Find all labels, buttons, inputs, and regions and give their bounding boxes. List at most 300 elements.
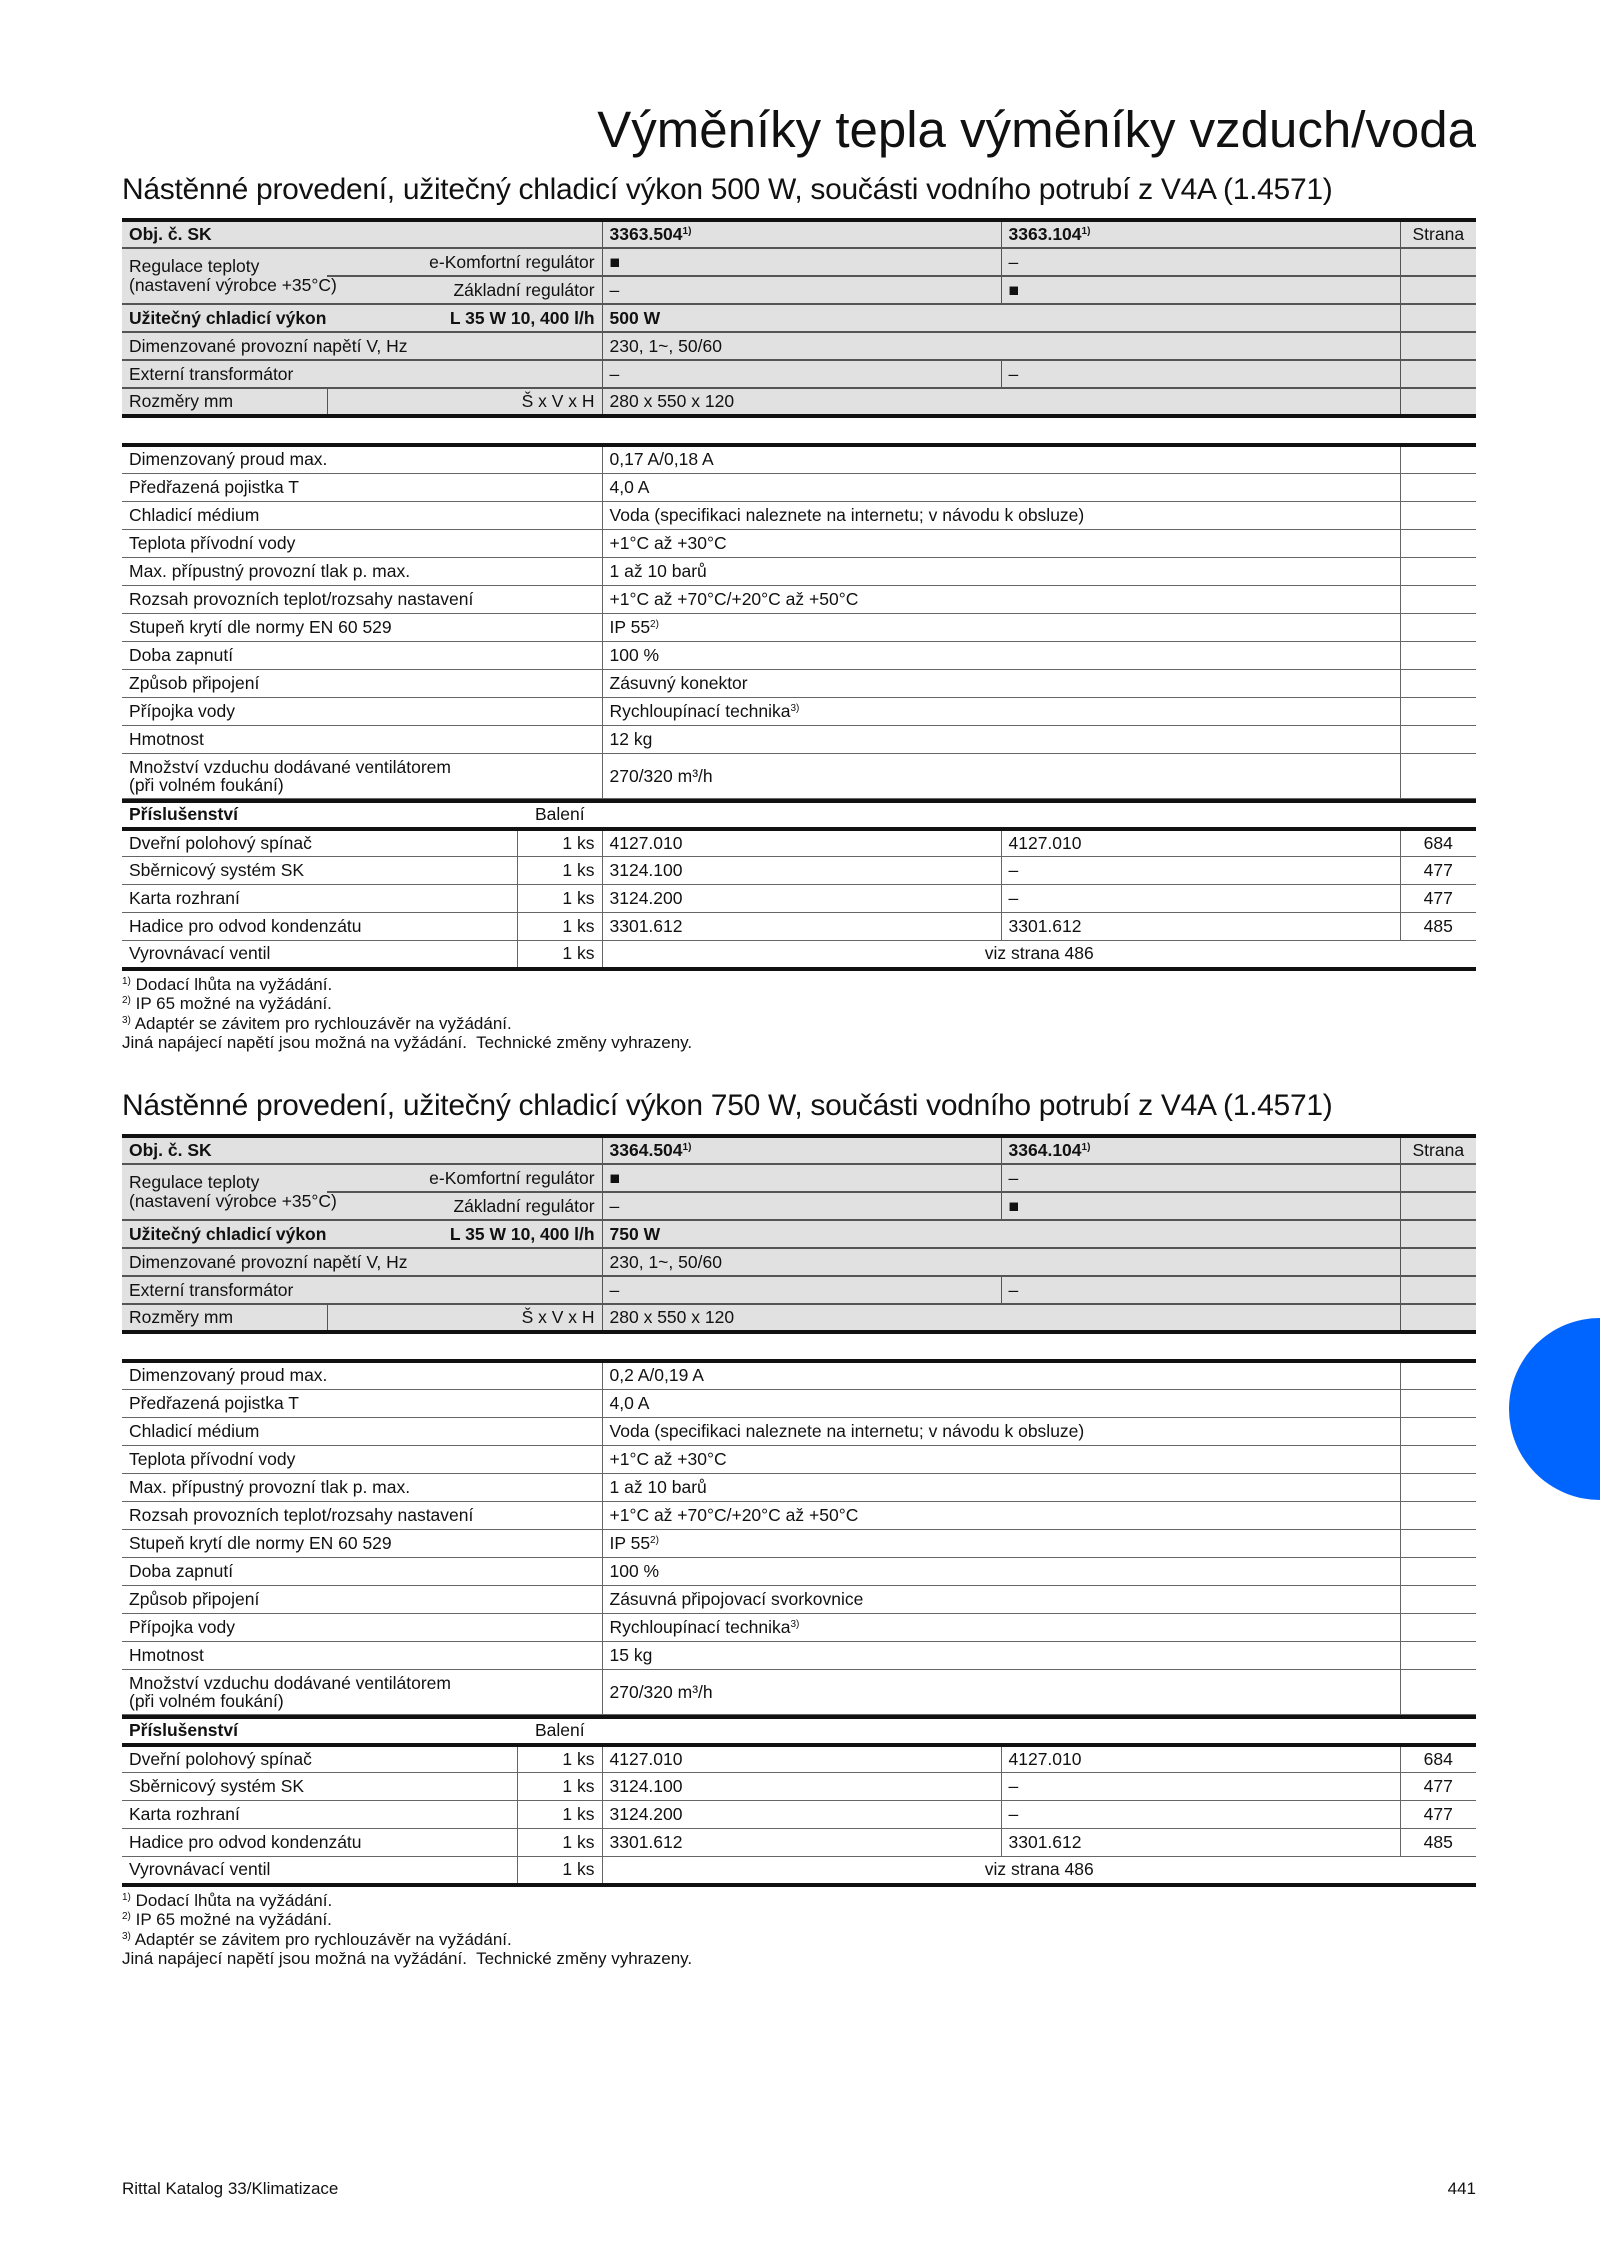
- acc-part: 3301.612: [1008, 916, 1082, 936]
- strana-cell: [1400, 557, 1476, 585]
- footnote-ref: 1): [1081, 1142, 1091, 1153]
- spec-row: [122, 1613, 1476, 1641]
- main-spec-table: [122, 1134, 1476, 1334]
- spec-label: Doba zapnutí: [129, 1560, 234, 1581]
- cooling-output-row: [122, 304, 1476, 332]
- strana-cell: [1400, 360, 1476, 388]
- acc-page: [1400, 1801, 1476, 1829]
- acc-qty: [517, 1801, 602, 1829]
- acc-part: –: [1008, 860, 1019, 880]
- acc-name: [122, 857, 517, 885]
- strana-cell: [1400, 1613, 1476, 1641]
- value: [1001, 360, 1400, 388]
- spec-label: [122, 1389, 602, 1417]
- cool-label: Užitečný chladicí výkon: [129, 307, 327, 328]
- dim-axes: Š x V x H: [521, 1307, 595, 1327]
- model-number: 3363.504: [609, 224, 683, 244]
- acc-name: Hadice pro odvod kondenzátu: [129, 1832, 362, 1852]
- spec-label: Přípojka vody: [129, 700, 236, 721]
- acc-page: 477: [1423, 860, 1453, 880]
- strana-cell: [1400, 1473, 1476, 1501]
- footnote-text: IP 65 možné na vyžádání.: [135, 994, 332, 1013]
- strana-cell: [1400, 1641, 1476, 1669]
- acc-part-2: [1001, 857, 1400, 885]
- accessories-table: [122, 799, 1476, 971]
- acc-qty: [517, 913, 602, 941]
- value: [602, 1164, 1001, 1192]
- spec-row: [122, 1669, 1476, 1714]
- spec-label: [122, 473, 602, 501]
- spec-label: [122, 1473, 602, 1501]
- value: [602, 276, 1001, 304]
- spec-label: Způsob připojení: [129, 672, 260, 693]
- obj-label-cell: [122, 220, 602, 248]
- dim-axes: [327, 1304, 602, 1332]
- value: [602, 1192, 1001, 1220]
- footnote: [122, 1930, 1476, 1950]
- cool-cond: L 35 W 10, 400 l/h: [449, 1223, 595, 1244]
- acc-qty: 1 ks: [562, 888, 595, 908]
- note: Jiná napájecí napětí jsou možná na vyžádání. Technické změny vyhrazeny.: [122, 1033, 693, 1052]
- volt-value: [602, 332, 1400, 360]
- cool-label: [122, 1220, 402, 1248]
- regulation-label: [122, 248, 337, 304]
- acc-qty: 1 ks: [562, 860, 595, 880]
- acc-page: [1400, 1829, 1476, 1857]
- transformer-row: [122, 1276, 1476, 1304]
- strana-cell: [1400, 501, 1476, 529]
- spec-value: +1°C až +30°C: [609, 532, 727, 553]
- acc-part-1: [602, 1829, 1001, 1857]
- acc-part-2: [1001, 913, 1400, 941]
- spec-value: 270/320 m³/h: [609, 1681, 713, 1702]
- value: ■: [1008, 1195, 1020, 1216]
- acc-header: Příslušenství: [129, 1720, 238, 1740]
- spec-label: [122, 725, 602, 753]
- model-number: 3364.504: [609, 1140, 683, 1160]
- acc-part: –: [1008, 888, 1019, 908]
- strana-header: [1400, 220, 1476, 248]
- cool-value: [602, 1220, 1400, 1248]
- footnote-mark: 1): [122, 1891, 131, 1903]
- acc-qty: 1 ks: [562, 916, 595, 936]
- acc-qty: 1 ks: [562, 1832, 595, 1852]
- footnote: [122, 1014, 1476, 1034]
- accessory-row: [122, 913, 1476, 941]
- spec-value: IP 55: [609, 1532, 651, 1553]
- spec-label: Max. přípustný provozní tlak p. max.: [129, 1476, 411, 1497]
- strana-cell: [1400, 1501, 1476, 1529]
- strana-cell: [1400, 1192, 1476, 1220]
- regulation-row-1: [122, 1164, 1476, 1192]
- acc-page: 485: [1423, 1832, 1453, 1852]
- spec-label: Chladicí médium: [129, 504, 260, 525]
- acc-name: [122, 1829, 517, 1857]
- acc-header: [122, 801, 517, 829]
- acc-qty: 1 ks: [562, 1748, 595, 1769]
- acc-part: –: [1008, 1804, 1019, 1824]
- acc-name: Dveřní polohový spínač: [129, 1748, 312, 1769]
- acc-part-2: [1001, 885, 1400, 913]
- spec-label: Předřazená pojistka T: [129, 1392, 299, 1413]
- value: [1001, 276, 1400, 304]
- spec-value: 0,17 A/0,18 A: [609, 449, 714, 470]
- footnotes: [122, 1891, 1476, 1969]
- cool-cond: [402, 1220, 602, 1248]
- accessory-row: [122, 1773, 1476, 1801]
- chapter-tab-marker[interactable]: [1509, 1318, 1600, 1500]
- accessory-row: [122, 829, 1476, 857]
- spec-value: 12 kg: [609, 728, 653, 749]
- acc-qty: [517, 857, 602, 885]
- strana-cell: [1400, 613, 1476, 641]
- footnote-text: Adaptér se závitem pro rychlouzávěr na vyžádání.: [134, 1013, 512, 1033]
- strana-cell: [1400, 1361, 1476, 1389]
- footnote-mark: 2): [122, 995, 131, 1006]
- accessories-header: [122, 1717, 1476, 1745]
- dim-label: [122, 388, 327, 416]
- regulation-label: [122, 1164, 337, 1220]
- ext-label: [122, 360, 602, 388]
- footnote-mark: 1): [122, 975, 131, 987]
- spec-value: Rychloupínací technika: [609, 1616, 791, 1637]
- spec-value: [602, 1669, 1400, 1714]
- volt-label: [122, 1248, 602, 1276]
- acc-qty: 1 ks: [562, 1776, 595, 1796]
- reg-option-1: [327, 248, 602, 276]
- spec-value: [602, 1501, 1400, 1529]
- acc-qty: [517, 1745, 602, 1773]
- strana-cell: [1400, 1445, 1476, 1473]
- spec-value: [602, 1473, 1400, 1501]
- accessories-table: [122, 1715, 1476, 1887]
- cool-cond: [402, 304, 602, 332]
- spec-label: [122, 669, 602, 697]
- acc-part: 3124.200: [609, 1804, 683, 1824]
- acc-part: 3124.200: [609, 888, 683, 908]
- spec-label: [122, 613, 602, 641]
- value: [1001, 1192, 1400, 1220]
- voltage-row: [122, 332, 1476, 360]
- footnote-text: Adaptér se závitem pro rychlouzávěr na vyžádání.: [134, 1929, 512, 1949]
- spec-value: [602, 473, 1400, 501]
- acc-name: [122, 1745, 517, 1773]
- spec-row: [122, 1361, 1476, 1389]
- strana-label: Strana: [1412, 224, 1465, 244]
- acc-qty: [517, 941, 602, 969]
- accessory-row: [122, 857, 1476, 885]
- regulation-row-1: [122, 248, 1476, 276]
- product-section-750w: [122, 1084, 1476, 1969]
- dim-label: Rozměry mm: [129, 391, 234, 411]
- spec-label: Hmotnost: [129, 728, 204, 749]
- footnote-text: Dodací lhůta na vyžádání.: [135, 1890, 333, 1910]
- spec-value: 4,0 A: [609, 476, 650, 497]
- acc-header: [122, 1717, 517, 1745]
- spec-value: Voda (specifikaci naleznete na internetu; v návodu k obsluze): [609, 504, 1085, 525]
- volt-value: [602, 1248, 1400, 1276]
- spec-label: Dimenzovaný proud max.: [129, 449, 328, 470]
- footnote: [122, 994, 1476, 1014]
- spec-label-2: (při volném foukání): [129, 774, 284, 795]
- value: –: [609, 279, 620, 300]
- acc-part: 4127.010: [609, 832, 683, 853]
- spec-label: Teplota přívodní vody: [129, 1448, 296, 1469]
- strana-label: Strana: [1412, 1140, 1465, 1160]
- spec-value: 1 až 10 barů: [609, 1476, 707, 1497]
- spec-value: Zásuvný konektor: [609, 672, 748, 693]
- spec-label: [122, 445, 602, 473]
- value: –: [1008, 251, 1019, 272]
- spec-value: [602, 557, 1400, 585]
- spec-label: [122, 585, 602, 613]
- dim-axes: [327, 388, 602, 416]
- acc-page: [1400, 1745, 1476, 1773]
- acc-part-2: [1001, 829, 1400, 857]
- pack-header: [517, 801, 1476, 829]
- spec-label: [122, 1361, 602, 1389]
- value: ■: [609, 251, 621, 272]
- acc-qty: [517, 1829, 602, 1857]
- acc-qty: 1 ks: [562, 1804, 595, 1824]
- strana-cell: [1400, 669, 1476, 697]
- spec-label: Max. přípustný provozní tlak p. max.: [129, 560, 411, 581]
- acc-part-2: [1001, 1745, 1400, 1773]
- spec-label: [122, 753, 602, 798]
- acc-part: 3301.612: [609, 916, 683, 936]
- footnote-mark: 3): [122, 1930, 131, 1942]
- acc-page: 684: [1423, 832, 1453, 853]
- acc-part: 3124.100: [609, 860, 683, 880]
- spec-row: [122, 725, 1476, 753]
- accessory-row: [122, 1857, 1476, 1885]
- footnote-ref: 2): [650, 618, 659, 630]
- acc-qty: [517, 1857, 602, 1885]
- acc-part: 4127.010: [1008, 832, 1082, 853]
- spec-row: [122, 697, 1476, 725]
- pack-header: [517, 1717, 1476, 1745]
- strana-cell: [1400, 1220, 1476, 1248]
- acc-name: Hadice pro odvod kondenzátu: [129, 916, 362, 936]
- spec-label: Rozsah provozních teplot/rozsahy nastavení: [129, 588, 474, 609]
- reg-option: e-Komfortní regulátor: [429, 1167, 595, 1188]
- acc-part-1: [602, 885, 1001, 913]
- strana-cell: [1400, 1585, 1476, 1613]
- spec-value: [602, 669, 1400, 697]
- spec-value: [602, 613, 1400, 641]
- value: [602, 360, 1001, 388]
- spec-label: Hmotnost: [129, 1644, 204, 1665]
- dim-label: [122, 1304, 327, 1332]
- footnote-mark: 3): [122, 1014, 131, 1026]
- reg-label-2: (nastavení výrobce +35°C): [129, 275, 337, 295]
- acc-part-1: [602, 1801, 1001, 1829]
- acc-see-page: viz strana 486: [984, 1859, 1094, 1880]
- strana-cell: [1400, 304, 1476, 332]
- ext-label: [122, 1276, 602, 1304]
- value: –: [1008, 1167, 1019, 1188]
- spec-value: [602, 1445, 1400, 1473]
- spec-label: Způsob připojení: [129, 1588, 260, 1609]
- strana-cell: [1400, 1557, 1476, 1585]
- strana-cell: [1400, 529, 1476, 557]
- spec-label: [122, 697, 602, 725]
- acc-name: Vyrovnávací ventil: [129, 1859, 271, 1880]
- acc-part-1: [602, 829, 1001, 857]
- spec-value: [602, 697, 1400, 725]
- obj-label: Obj. č. SK: [129, 224, 212, 244]
- spec-label: [122, 1613, 602, 1641]
- spec-label: [122, 557, 602, 585]
- spec-row: [122, 585, 1476, 613]
- section-title: Nástěnné provedení, užitečný chladicí výkon 500 W, součásti vodního potrubí z V4A (1.4571): [122, 173, 1333, 206]
- spec-row: [122, 501, 1476, 529]
- spec-row: [122, 445, 1476, 473]
- acc-part: 3124.100: [609, 1776, 683, 1796]
- value: [1001, 248, 1400, 276]
- spec-value: [602, 1613, 1400, 1641]
- strana-cell: [1400, 585, 1476, 613]
- spec-value: 0,2 A/0,19 A: [609, 1365, 704, 1386]
- strana-cell: [1400, 332, 1476, 360]
- spec-row: [122, 473, 1476, 501]
- spec-label: [122, 641, 602, 669]
- acc-name: [122, 941, 517, 969]
- acc-page: [1400, 913, 1476, 941]
- spec-label: [122, 1669, 602, 1714]
- value: –: [1008, 1279, 1019, 1300]
- strana-cell: [1400, 388, 1476, 416]
- spec-value: IP 55: [609, 616, 651, 637]
- spec-label: [122, 501, 602, 529]
- spec-label: Teplota přívodní vody: [129, 532, 296, 553]
- obj-label: Obj. č. SK: [129, 1140, 212, 1160]
- spec-label: Stupeň krytí dle normy EN 60 529: [129, 616, 392, 637]
- spec-label: [122, 1417, 602, 1445]
- strana-cell: [1400, 1164, 1476, 1192]
- reg-label-2: (nastavení výrobce +35°C): [129, 1191, 337, 1211]
- strana-cell: [1400, 276, 1476, 304]
- strana-cell: [1400, 473, 1476, 501]
- spec-row: [122, 1557, 1476, 1585]
- strana-cell: [1400, 1248, 1476, 1276]
- acc-name: [122, 885, 517, 913]
- volt-value: 230, 1~, 50/60: [609, 335, 722, 356]
- reg-option-1: [327, 1164, 602, 1192]
- spec-value: [602, 1641, 1400, 1669]
- spec-label: [122, 1445, 602, 1473]
- model-number: 3363.104: [1008, 224, 1082, 244]
- spec-value: +1°C až +70°C/+20°C až +50°C: [609, 1504, 859, 1525]
- acc-qty: 1 ks: [562, 832, 595, 853]
- spec-row: [122, 613, 1476, 641]
- strana-cell: [1400, 1276, 1476, 1304]
- acc-part-1: [602, 913, 1001, 941]
- spec-row: [122, 1389, 1476, 1417]
- acc-part: 4127.010: [1008, 1748, 1082, 1769]
- dimensions-row: [122, 388, 1476, 416]
- acc-qty: 1 ks: [562, 1859, 595, 1880]
- spec-row: [122, 529, 1476, 557]
- acc-name: Vyrovnávací ventil: [129, 943, 271, 964]
- acc-part-1: [602, 1773, 1001, 1801]
- spec-label: [122, 1529, 602, 1557]
- value: [602, 1276, 1001, 1304]
- spec-value: [602, 585, 1400, 613]
- note: Jiná napájecí napětí jsou možná na vyžádání. Technické změny vyhrazeny.: [122, 1949, 693, 1968]
- spec-value: Zásuvná připojovací svorkovnice: [609, 1588, 864, 1609]
- strana-cell: [1400, 445, 1476, 473]
- spec-value: 100 %: [609, 1560, 660, 1581]
- spec-value: [602, 1417, 1400, 1445]
- reg-option-2: [327, 276, 602, 304]
- footnote: [122, 975, 1476, 995]
- footnote-ref: 2): [650, 1534, 659, 1546]
- acc-page: [1400, 1773, 1476, 1801]
- accessory-row: [122, 1745, 1476, 1773]
- reg-option: Základní regulátor: [453, 1195, 595, 1216]
- spec-value: [602, 1361, 1400, 1389]
- cool-value: [602, 304, 1400, 332]
- spec-value: [602, 753, 1400, 798]
- dimensions-row: [122, 1304, 1476, 1332]
- value: ■: [609, 1167, 621, 1188]
- header-row: [122, 1136, 1476, 1164]
- spec-row: [122, 753, 1476, 798]
- acc-name: [122, 1857, 517, 1885]
- acc-name: [122, 829, 517, 857]
- value: ■: [1008, 279, 1020, 300]
- ext-label: Externí transformátor: [129, 1279, 294, 1300]
- footnote-text: IP 65 možné na vyžádání.: [135, 1910, 332, 1929]
- acc-name: [122, 913, 517, 941]
- model-col-1: [602, 1136, 1001, 1164]
- spec-label: [122, 1557, 602, 1585]
- spec-value: [602, 501, 1400, 529]
- cool-value: 750 W: [609, 1223, 661, 1244]
- model-col-1: [602, 220, 1001, 248]
- footnote-ref: 1): [682, 226, 692, 237]
- spec-value: Rychloupínací technika: [609, 700, 791, 721]
- value: –: [1008, 363, 1019, 384]
- spec-row: [122, 1417, 1476, 1445]
- accessory-row: [122, 941, 1476, 969]
- acc-name: Dveřní polohový spínač: [129, 832, 312, 853]
- strana-cell: [1400, 697, 1476, 725]
- acc-name: Karta rozhraní: [129, 1804, 240, 1824]
- footnote-ref: 3): [790, 702, 800, 714]
- spec-label-2: (při volném foukání): [129, 1690, 284, 1711]
- strana-cell: [1400, 1389, 1476, 1417]
- accessories-header: [122, 801, 1476, 829]
- acc-part: 4127.010: [609, 1748, 683, 1769]
- spec-label: [122, 1501, 602, 1529]
- ext-label: Externí transformátor: [129, 363, 294, 384]
- acc-page: [1400, 829, 1476, 857]
- spec-row: [122, 1529, 1476, 1557]
- obj-label-cell: [122, 1136, 602, 1164]
- spec-value: [602, 1389, 1400, 1417]
- volt-label: Dimenzované provozní napětí V, Hz: [129, 335, 408, 356]
- voltage-row: [122, 1248, 1476, 1276]
- spec-value: [602, 641, 1400, 669]
- volt-label: Dimenzované provozní napětí V, Hz: [129, 1251, 408, 1272]
- value: –: [609, 1279, 620, 1300]
- dim-value: [602, 1304, 1400, 1332]
- acc-qty: 1 ks: [562, 943, 595, 964]
- spec-label: Předřazená pojistka T: [129, 476, 299, 497]
- pack-header: Balení: [535, 804, 585, 824]
